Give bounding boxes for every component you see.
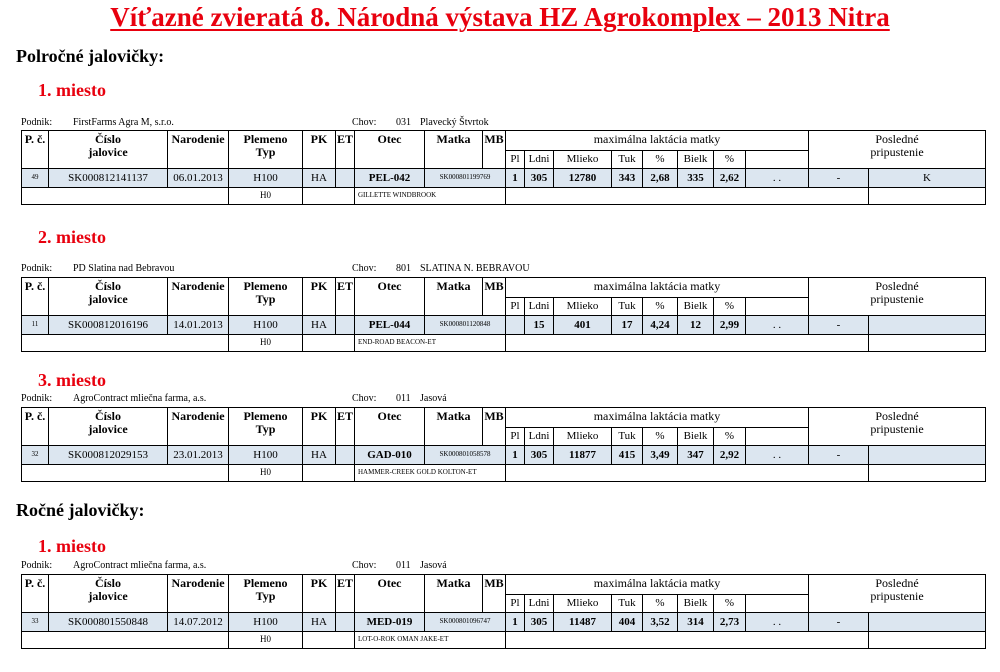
col-subheader: % <box>714 151 746 169</box>
cell-mlieko: 401 <box>554 316 612 335</box>
col-subheader: Ldni <box>525 428 554 446</box>
animal-record-table <box>21 277 986 352</box>
empty-cell <box>506 335 869 352</box>
col-header: P. č. <box>22 575 49 613</box>
cell-otec: MED-019 <box>355 613 425 632</box>
podnik-name: PD Slatina nad Bebravou <box>73 263 175 274</box>
cell-otec-name: LOT-O-ROK OMAN JAKE-ET <box>355 632 506 649</box>
chov-label: Chov: <box>352 560 377 571</box>
empty-cell <box>22 335 229 352</box>
col-header: Číslo jalovice <box>49 278 168 316</box>
col-header: Plemeno Typ <box>229 408 303 446</box>
cell-ldni: 15 <box>525 316 554 335</box>
empty-cell <box>303 335 355 352</box>
cell-pripustenie-date: . . <box>746 613 809 632</box>
col-header: PK <box>303 575 336 613</box>
col-header: maximálna laktácia matky <box>506 131 809 151</box>
section-heading: Ročné jalovičky: <box>16 500 145 520</box>
col-subheader: Bielk <box>678 595 714 613</box>
podnik-label: Podnik: <box>21 263 53 274</box>
cell-pc: 32 <box>22 446 49 465</box>
col-subheader: Mlieko <box>554 151 612 169</box>
empty-cell <box>303 632 355 649</box>
cell-tuk: 343 <box>612 169 643 188</box>
col-header: ET <box>336 575 355 613</box>
cell-bielk-pct: 2,99 <box>714 316 746 335</box>
col-subheader: Bielk <box>678 151 714 169</box>
cell-tuk-pct: 3,52 <box>643 613 678 632</box>
cell-cislo: SK000812016196 <box>49 316 168 335</box>
col-header: Otec <box>355 278 425 316</box>
empty-cell <box>869 188 986 205</box>
col-header: MB <box>483 408 506 446</box>
empty-cell <box>869 632 986 649</box>
cell-pripustenie-date: . . <box>746 169 809 188</box>
col-header: PK <box>303 131 336 169</box>
empty-cell <box>22 188 229 205</box>
col-header: Číslo jalovice <box>49 408 168 446</box>
col-subheader: Ldni <box>525 595 554 613</box>
col-header: Matka <box>425 278 483 316</box>
chov-code: 011 <box>396 560 411 571</box>
col-subheader: % <box>714 428 746 446</box>
cell-plemeno: H100 <box>229 316 303 335</box>
col-header: MB <box>483 575 506 613</box>
cell-mlieko: 11487 <box>554 613 612 632</box>
section-heading: Polročné jalovičky: <box>16 46 165 66</box>
empty-cell <box>303 465 355 482</box>
cell-et <box>336 613 355 632</box>
empty-cell <box>869 335 986 352</box>
cell-pripustenie-date: . . <box>746 446 809 465</box>
cell-narodenie: 14.01.2013 <box>168 316 229 335</box>
col-header: Matka <box>425 408 483 446</box>
col-header: P. č. <box>22 408 49 446</box>
chov-code: 801 <box>396 263 411 274</box>
col-subheader: Ldni <box>525 298 554 316</box>
cell-matka: SK000801120848 <box>425 316 506 335</box>
cell-otec-name: GILLETTE WINDBROOK <box>355 188 506 205</box>
podnik-name: AgroContract mliečna farma, a.s. <box>73 560 207 571</box>
col-header: Matka <box>425 131 483 169</box>
podnik-label: Podnik: <box>21 560 53 571</box>
cell-poznamka <box>869 316 986 335</box>
col-subheader: Tuk <box>612 428 643 446</box>
cell-pl <box>506 316 525 335</box>
cell-pripustenie-bull: - <box>809 446 869 465</box>
col-header: Posledné pripustenie <box>809 278 986 316</box>
col-subheader: % <box>643 298 678 316</box>
cell-pripustenie-bull: - <box>809 169 869 188</box>
cell-et <box>336 169 355 188</box>
cell-tuk-pct: 3,49 <box>643 446 678 465</box>
chov-label: Chov: <box>352 263 377 274</box>
empty-cell <box>869 465 986 482</box>
col-subheader: % <box>643 428 678 446</box>
col-header: Posledné pripustenie <box>809 131 986 169</box>
cell-bielk: 314 <box>678 613 714 632</box>
place-heading: 2. miesto <box>38 227 106 247</box>
col-subheader: Tuk <box>612 151 643 169</box>
chov-code: 031 <box>396 117 411 128</box>
cell-matka: SK000801058578 <box>425 446 506 465</box>
cell-pc: 33 <box>22 613 49 632</box>
col-header: Číslo jalovice <box>49 575 168 613</box>
col-header: Otec <box>355 575 425 613</box>
col-header: Otec <box>355 131 425 169</box>
col-header: Posledné pripustenie <box>809 408 986 446</box>
cell-otec-name: HAMMER-CREEK GOLD KOLTON-ET <box>355 465 506 482</box>
col-header: Posledné pripustenie <box>809 575 986 613</box>
col-header: maximálna laktácia matky <box>506 575 809 595</box>
cell-narodenie: 06.01.2013 <box>168 169 229 188</box>
animal-record-table <box>21 130 986 205</box>
col-header: Narodenie <box>168 278 229 316</box>
cell-pripustenie-bull: - <box>809 316 869 335</box>
page-title: Víťazné zvieratá 8. Národná výstava HZ Agrokomplex – 2013 Nitra <box>110 2 890 32</box>
col-header: PK <box>303 408 336 446</box>
col-header: MB <box>483 278 506 316</box>
col-header: Číslo jalovice <box>49 131 168 169</box>
cell-ldni: 305 <box>525 446 554 465</box>
empty-cell <box>506 188 869 205</box>
cell-pl: 1 <box>506 169 525 188</box>
cell-cislo: SK000812141137 <box>49 169 168 188</box>
cell-typ: H0 <box>229 465 303 482</box>
col-header: Otec <box>355 408 425 446</box>
cell-plemeno: H100 <box>229 613 303 632</box>
col-subheader: Tuk <box>612 595 643 613</box>
cell-pk: HA <box>303 446 336 465</box>
cell-bielk-pct: 2,73 <box>714 613 746 632</box>
chov-label: Chov: <box>352 393 377 404</box>
col-header: Matka <box>425 575 483 613</box>
col-subheader: % <box>643 151 678 169</box>
col-header: Narodenie <box>168 575 229 613</box>
cell-matka: SK000801199769 <box>425 169 506 188</box>
cell-pripustenie-date: . . <box>746 316 809 335</box>
cell-poznamka <box>869 446 986 465</box>
chov-label: Chov: <box>352 117 377 128</box>
cell-narodenie: 14.07.2012 <box>168 613 229 632</box>
empty-cell <box>506 632 869 649</box>
col-subheader: Ldni <box>525 151 554 169</box>
animal-record-table <box>21 407 986 482</box>
col-header: maximálna laktácia matky <box>506 278 809 298</box>
col-header: ET <box>336 131 355 169</box>
cell-pl: 1 <box>506 446 525 465</box>
col-header: ET <box>336 408 355 446</box>
col-subheader: % <box>643 595 678 613</box>
cell-ldni: 305 <box>525 169 554 188</box>
cell-cislo: SK000801550848 <box>49 613 168 632</box>
col-subheader: Pl <box>506 298 525 316</box>
place-heading: 1. miesto <box>38 80 106 100</box>
cell-matka: SK000801096747 <box>425 613 506 632</box>
cell-poznamka: K <box>869 169 986 188</box>
col-header: Plemeno Typ <box>229 131 303 169</box>
cell-bielk-pct: 2,62 <box>714 169 746 188</box>
place-heading: 1. miesto <box>38 536 106 556</box>
podnik-name: AgroContract mliečna farma, a.s. <box>73 393 207 404</box>
cell-mlieko: 11877 <box>554 446 612 465</box>
chov-name: Plavecký Štvrtok <box>420 117 489 128</box>
chov-name: Jasová <box>420 560 447 571</box>
cell-tuk: 404 <box>612 613 643 632</box>
podnik-label: Podnik: <box>21 393 53 404</box>
place-heading: 3. miesto <box>38 370 106 390</box>
cell-pk: HA <box>303 613 336 632</box>
cell-tuk: 415 <box>612 446 643 465</box>
empty-cell <box>506 465 869 482</box>
cell-tuk-pct: 2,68 <box>643 169 678 188</box>
cell-otec: GAD-010 <box>355 446 425 465</box>
col-header: Plemeno Typ <box>229 575 303 613</box>
cell-et <box>336 446 355 465</box>
col-subheader: % <box>714 595 746 613</box>
empty-cell <box>303 188 355 205</box>
cell-otec-name: END-ROAD BEACON-ET <box>355 335 506 352</box>
col-subheader: Mlieko <box>554 595 612 613</box>
cell-otec: PEL-044 <box>355 316 425 335</box>
cell-cislo: SK000812029153 <box>49 446 168 465</box>
cell-bielk: 335 <box>678 169 714 188</box>
col-subheader: Pl <box>506 428 525 446</box>
cell-ldni: 305 <box>525 613 554 632</box>
col-subheader: Pl <box>506 595 525 613</box>
chov-code: 011 <box>396 393 411 404</box>
cell-plemeno: H100 <box>229 169 303 188</box>
cell-pk: HA <box>303 169 336 188</box>
cell-pc: 49 <box>22 169 49 188</box>
cell-tuk-pct: 4,24 <box>643 316 678 335</box>
col-header: Plemeno Typ <box>229 278 303 316</box>
col-header: MB <box>483 131 506 169</box>
col-header: P. č. <box>22 131 49 169</box>
cell-plemeno: H100 <box>229 446 303 465</box>
empty-cell <box>22 632 229 649</box>
col-header: Narodenie <box>168 131 229 169</box>
col-subheader: Tuk <box>612 298 643 316</box>
col-subheader: Mlieko <box>554 298 612 316</box>
cell-poznamka <box>869 613 986 632</box>
cell-et <box>336 316 355 335</box>
cell-otec: PEL-042 <box>355 169 425 188</box>
col-subheader: Bielk <box>678 428 714 446</box>
cell-bielk-pct: 2,92 <box>714 446 746 465</box>
cell-bielk: 12 <box>678 316 714 335</box>
col-header: Narodenie <box>168 408 229 446</box>
cell-narodenie: 23.01.2013 <box>168 446 229 465</box>
animal-record-table <box>21 574 986 649</box>
podnik-label: Podnik: <box>21 117 53 128</box>
cell-pk: HA <box>303 316 336 335</box>
cell-pripustenie-bull: - <box>809 613 869 632</box>
col-header: P. č. <box>22 278 49 316</box>
col-header: PK <box>303 278 336 316</box>
podnik-name: FirstFarms Agra M, s.r.o. <box>73 117 174 128</box>
cell-pl: 1 <box>506 613 525 632</box>
cell-pc: 11 <box>22 316 49 335</box>
cell-mlieko: 12780 <box>554 169 612 188</box>
cell-tuk: 17 <box>612 316 643 335</box>
empty-cell <box>22 465 229 482</box>
cell-typ: H0 <box>229 335 303 352</box>
cell-typ: H0 <box>229 188 303 205</box>
col-header: maximálna laktácia matky <box>506 408 809 428</box>
col-subheader: % <box>714 298 746 316</box>
col-header: ET <box>336 278 355 316</box>
col-subheader: Mlieko <box>554 428 612 446</box>
chov-name: SLATINA N. BEBRAVOU <box>420 263 530 274</box>
col-subheader: Bielk <box>678 298 714 316</box>
col-subheader: Pl <box>506 151 525 169</box>
cell-bielk: 347 <box>678 446 714 465</box>
cell-typ: H0 <box>229 632 303 649</box>
chov-name: Jasová <box>420 393 447 404</box>
